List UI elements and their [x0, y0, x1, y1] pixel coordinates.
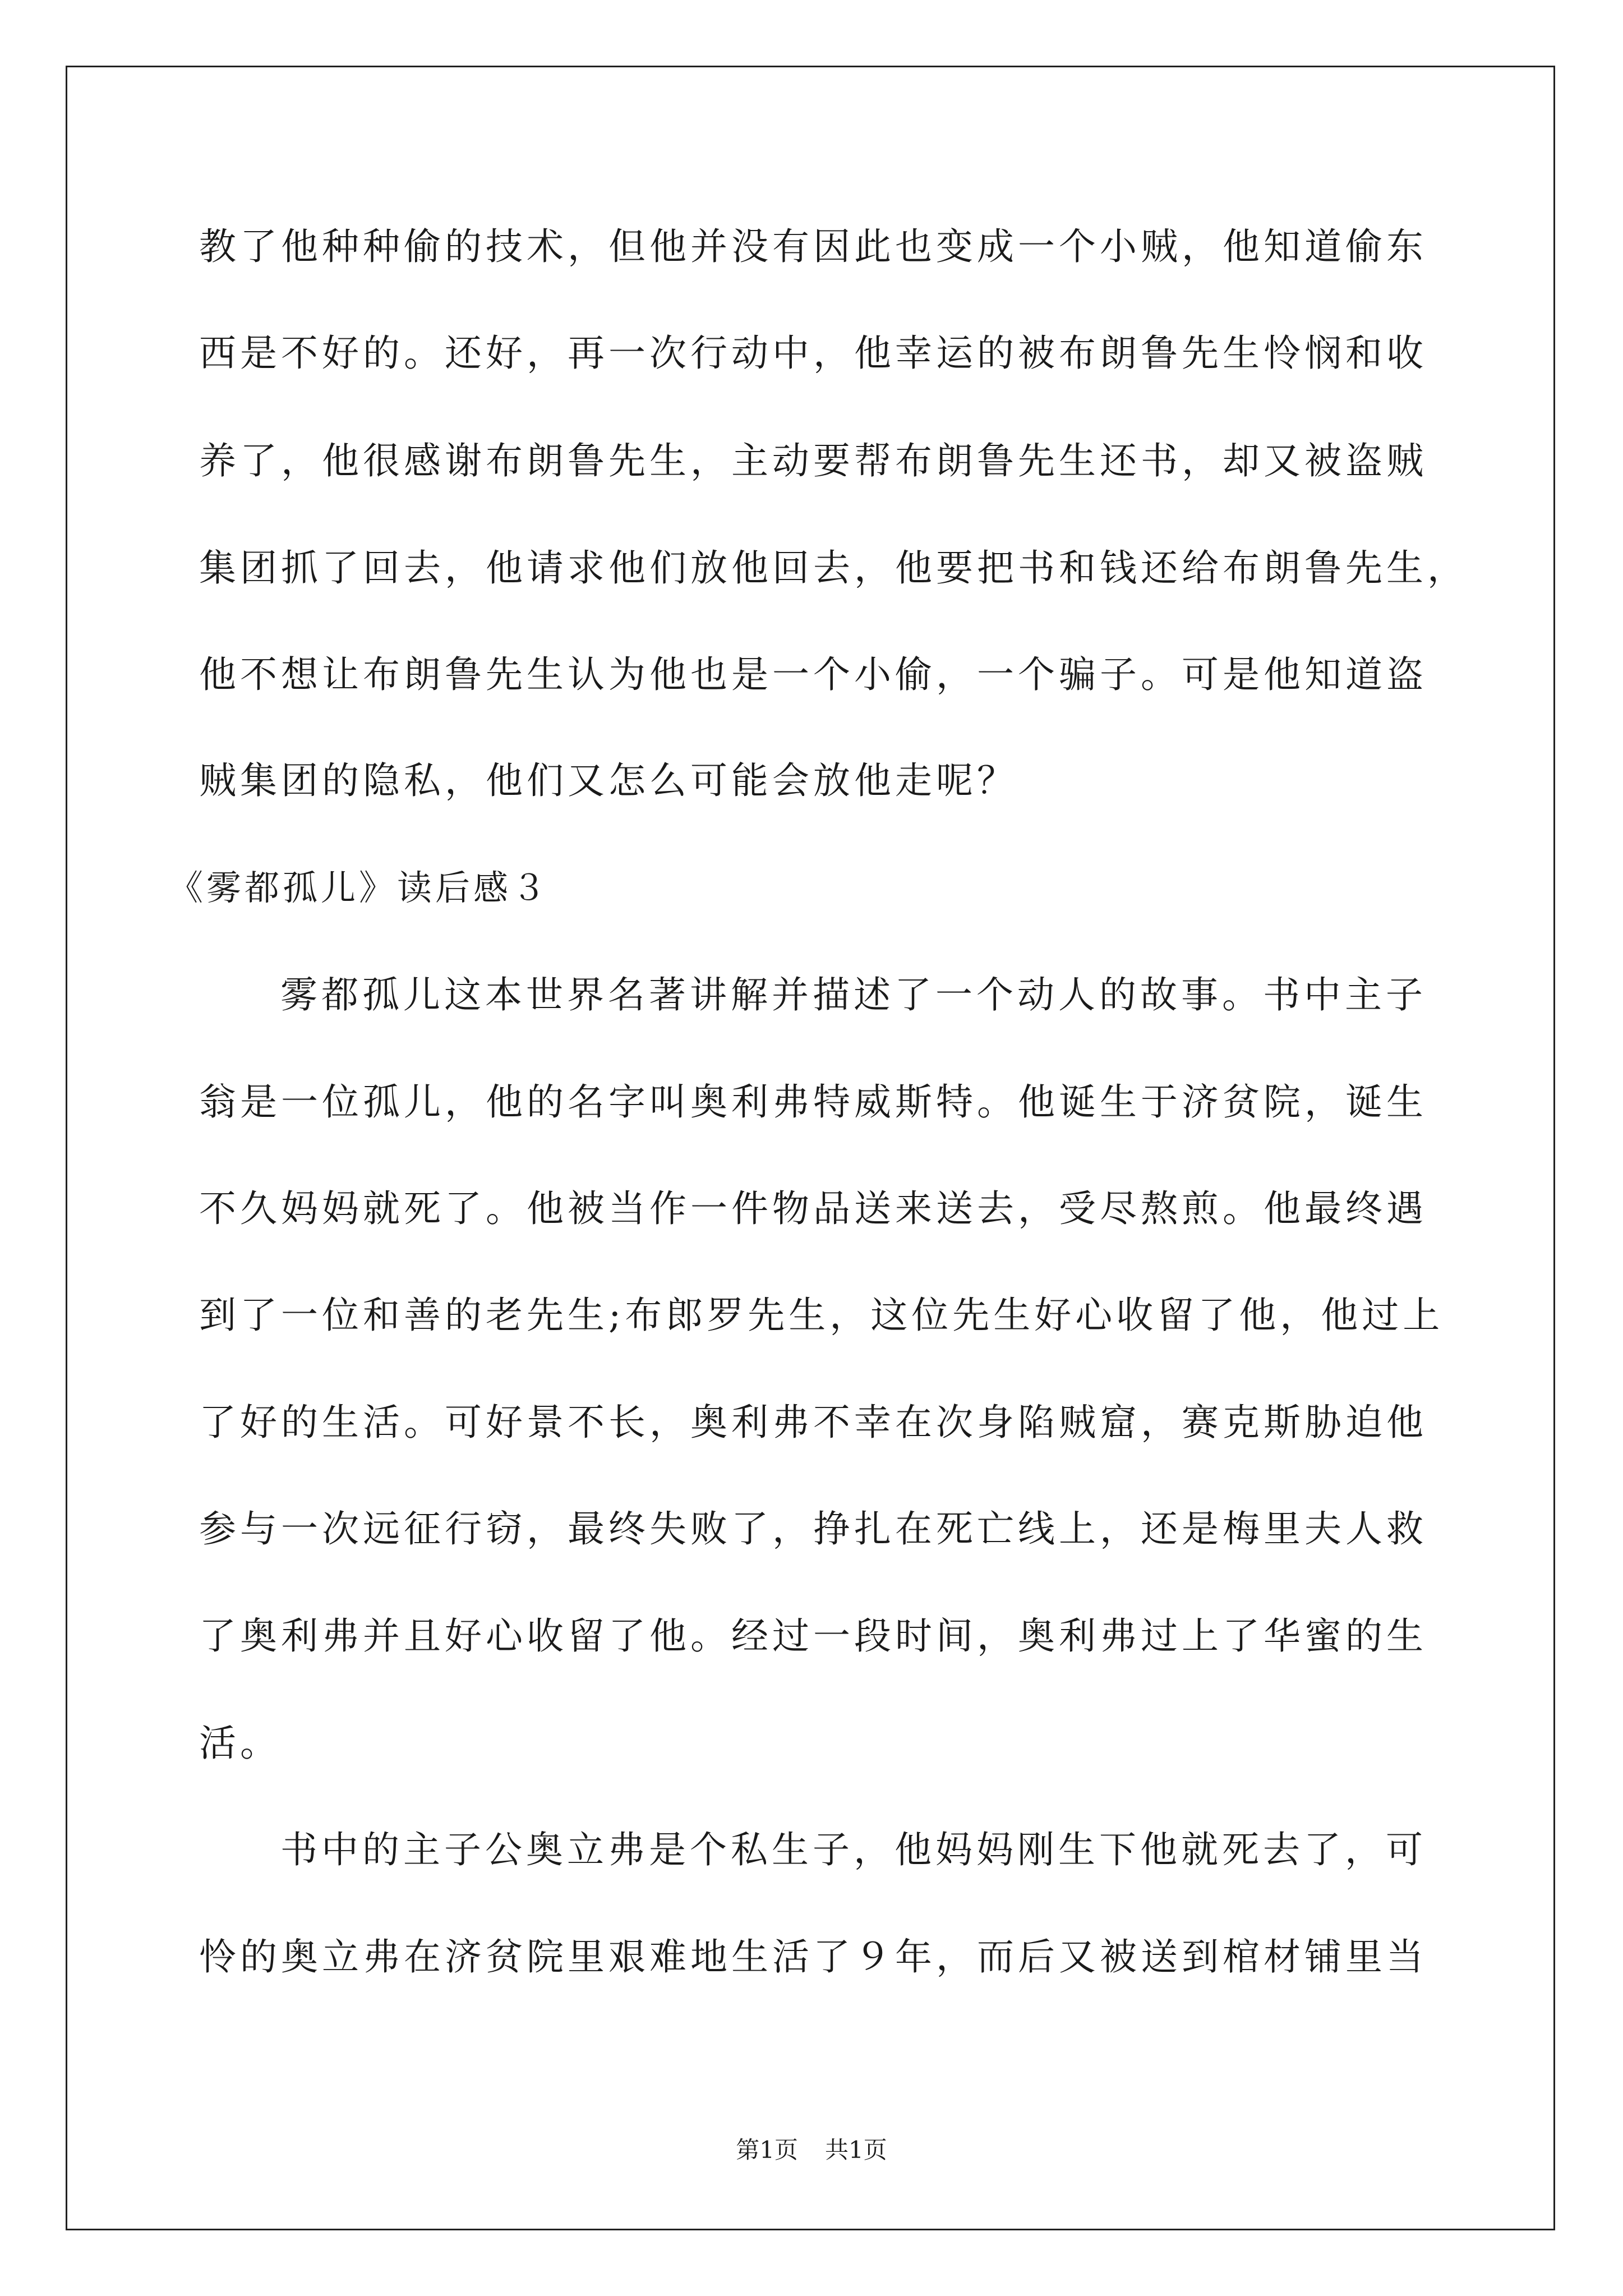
- page-total: 共1页: [825, 2136, 887, 2164]
- body-text-line: 书中的主子公奥立弗是个私生子，他妈妈刚生下他就死去了，可: [280, 1828, 1427, 1871]
- section-title: 《雾都孤儿》读后感３: [168, 867, 550, 908]
- body-text-line: 到了一位和善的老先生;布郎罗先生，这位先生好心收留了他，他过上: [199, 1294, 1444, 1337]
- page-number: 第1页: [736, 2136, 798, 2164]
- body-text-line: 不久妈妈就死了。他被当作一件物品送来送去，受尽熬煎。他最终遇: [199, 1187, 1427, 1230]
- body-text-line: 了好的生活。可好景不长，奥利弗不幸在次身陷贼窟，赛克斯胁迫他: [199, 1401, 1427, 1444]
- body-text-line: 翁是一位孤儿，他的名字叫奥利弗特威斯特。他诞生于济贫院，诞生: [199, 1080, 1427, 1124]
- page-footer: [0, 2134, 1623, 2166]
- body-text-line: 活。: [199, 1722, 281, 1765]
- body-text-line: 贼集团的隐私，他们又怎么可能会放他走呢？: [199, 759, 1018, 802]
- body-text-line: 怜的奥立弗在济贫院里艰难地生活了９年，而后又被送到棺材铺里当: [199, 1935, 1427, 1978]
- page-border: [66, 66, 1555, 2230]
- body-text-line: 西是不好的。还好，再一次行动中，他幸运的被布朗鲁先生怜悯和收: [199, 332, 1427, 375]
- body-text-line: 了奥利弗并且好心收留了他。经过一段时间，奥利弗过上了华蜜的生: [199, 1614, 1427, 1658]
- body-text-line: 雾都孤儿这本世界名著讲解并描述了一个动人的故事。书中主子: [280, 973, 1427, 1016]
- body-text-line: 养了，他很感谢布朗鲁先生，主动要帮布朗鲁先生还书，却又被盗贼: [199, 439, 1427, 482]
- body-text-line: 教了他种种偷的技术，但他并没有因此也变成一个小贼，他知道偷东: [199, 225, 1427, 268]
- body-text-line: 他不想让布朗鲁先生认为他也是一个小偷，一个骗子。可是他知道盗: [199, 653, 1427, 696]
- body-text-line: 集团抓了回去，他请求他们放他回去，他要把书和钱还给布朗鲁先生，: [199, 546, 1468, 590]
- body-text-line: 参与一次远征行窃，最终失败了，挣扎在死亡线上，还是梅里夫人救: [199, 1507, 1427, 1550]
